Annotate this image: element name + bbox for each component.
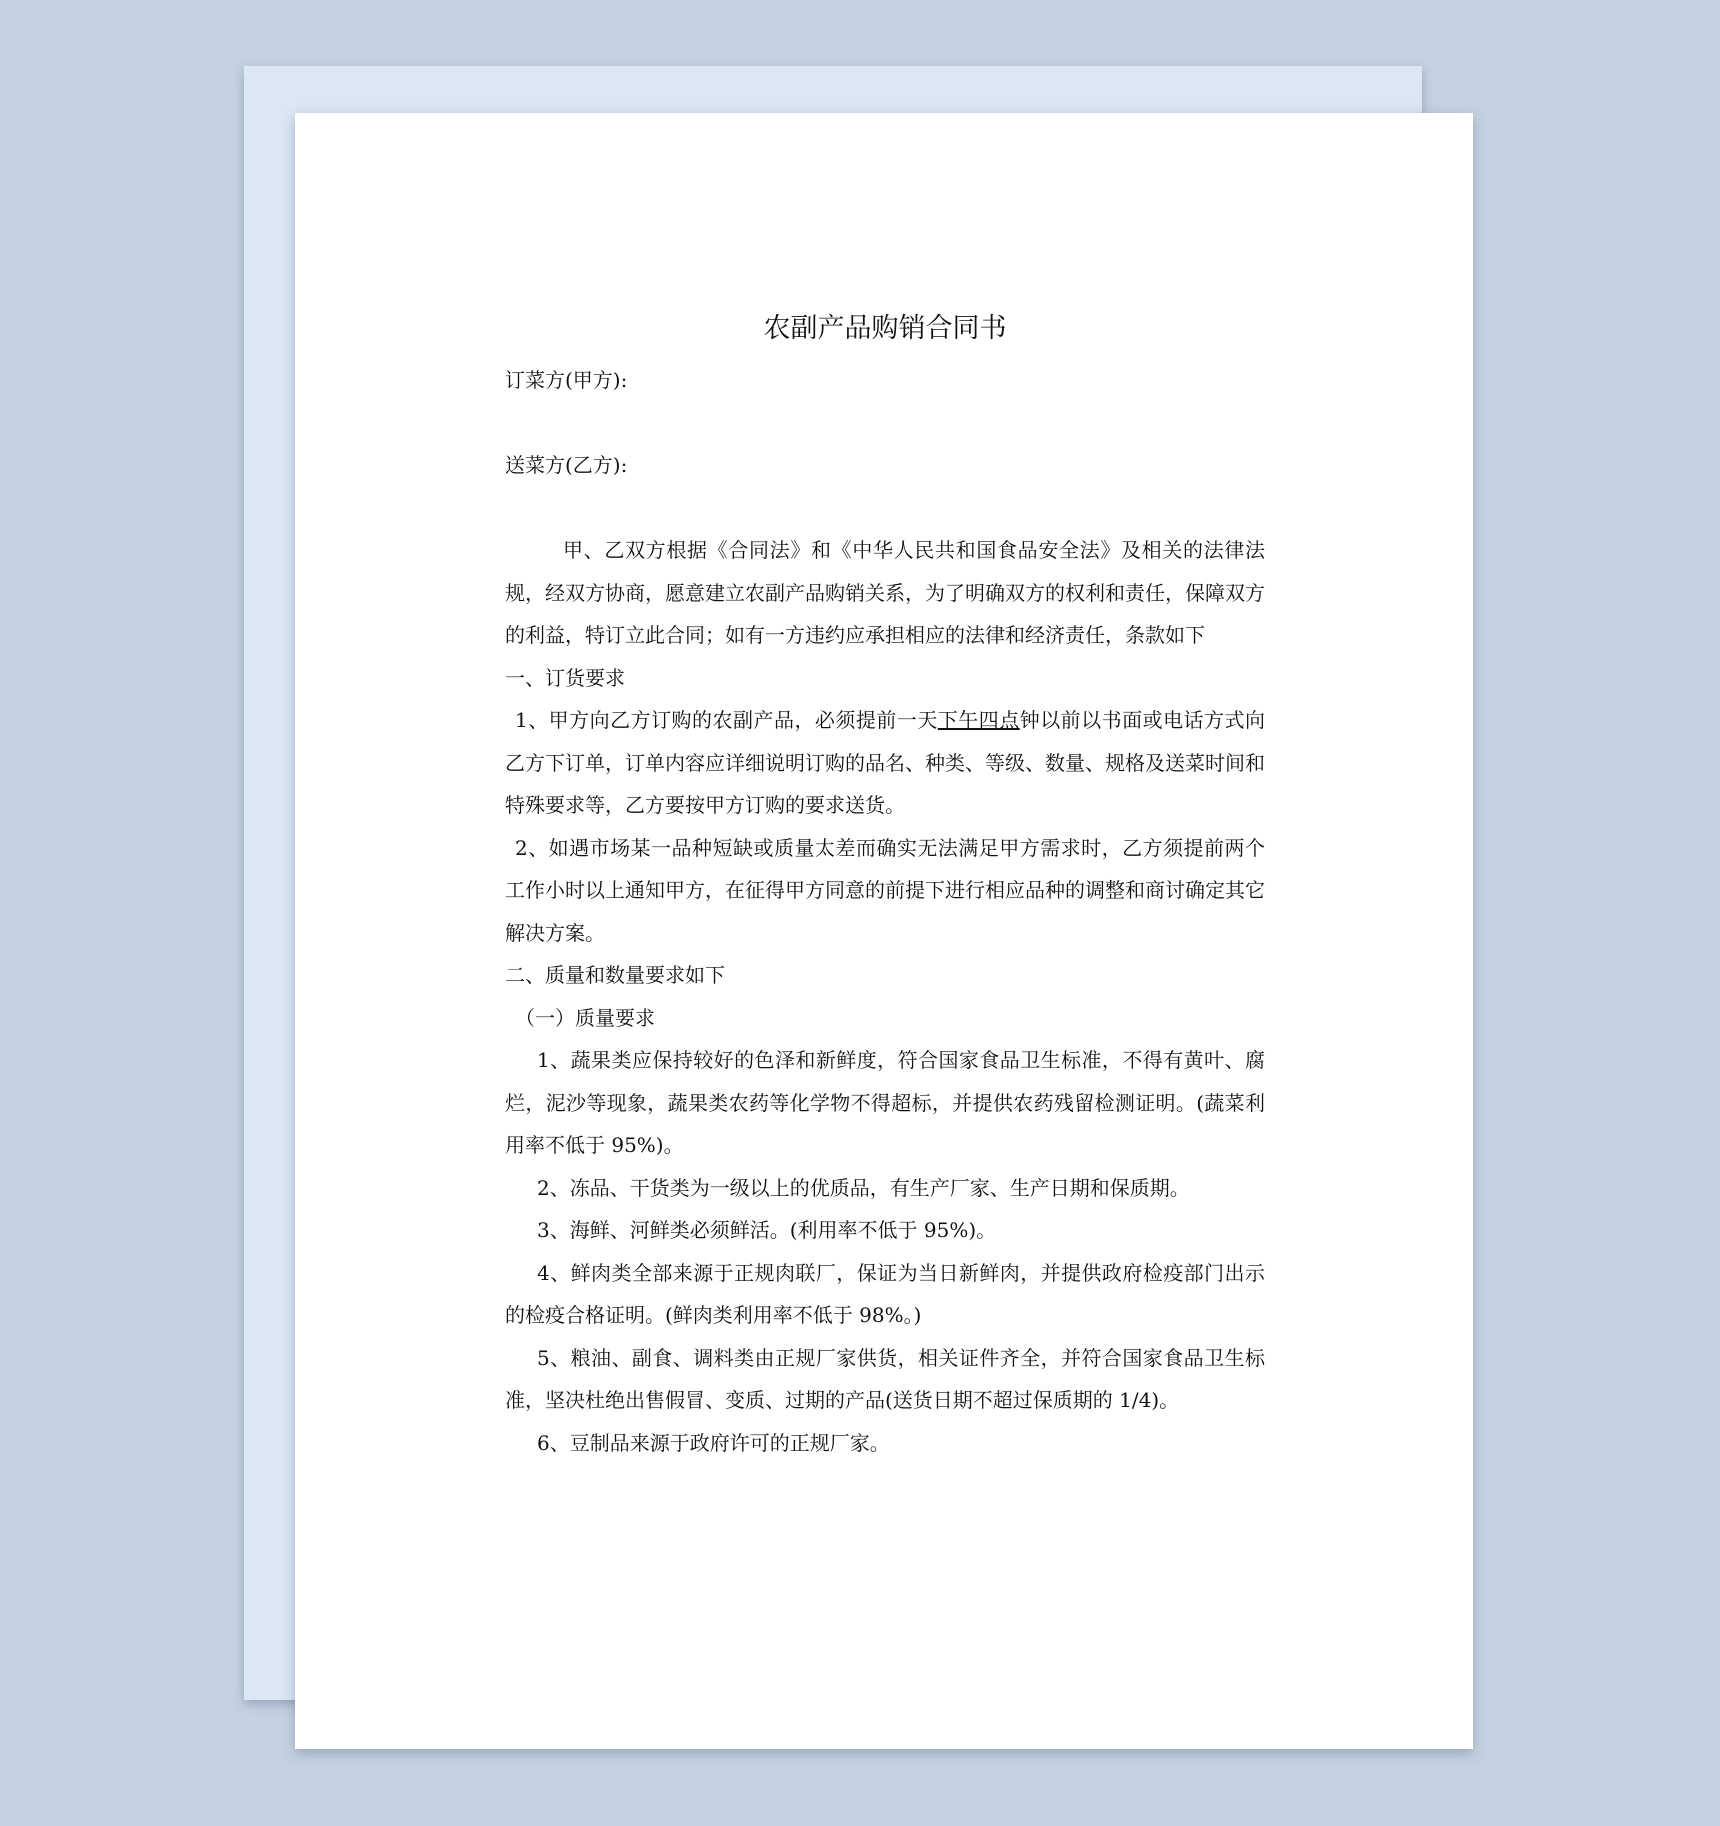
subsection-1-heading: （一）质量要求 (515, 1005, 655, 1030)
quality-item-1: 1、蔬果类应保持较好的色泽和新鲜度，符合国家食品卫生标准，不得有黄叶、腐烂，泥沙等现象，蔬果类农药等化学物不得超标，并提供农药残留检测证明。(蔬菜利用率不低于 95%)。 (505, 1048, 1265, 1157)
item-1-text-pre: 1、甲方向乙方订购的农副产品，必须提前一天 (515, 708, 938, 732)
section-1-item-1 (505, 699, 1265, 827)
document-title: 农副产品购销合同书 (763, 313, 1007, 344)
section-1-heading: 一、订货要求 (505, 665, 625, 690)
item-1-underlined-time: 下午四点 (937, 708, 1020, 732)
blank-line (505, 487, 1265, 530)
item-1-text-post: 钟以前以书面或电话方式向乙方下订单，订单内容应详细说明订购的品名、种类、等级、数量、规格及送菜时间和特殊要求等，乙方要按甲方订购的要求送货。 (505, 708, 1265, 817)
quality-item-6: 6、豆制品来源于政府许可的正规厂家。 (537, 1430, 890, 1455)
quality-item-4: 4、鲜肉类全部来源于正规肉联厂，保证为当日新鲜肉，并提供政府检疫部门出示的检疫合格证明。(鲜肉类利用率不低于 98%。) (505, 1260, 1265, 1327)
intro-paragraph: 甲、乙双方根据《合同法》和《中华人民共和国食品安全法》及相关的法律法规，经双方协商，愿意建立农副产品购销关系，为了明确双方的权利和责任，保障双方的利益，特订立此合同；如有一方违约应承担相应的法律和经济责任，条款如下 (505, 538, 1265, 647)
front-page-sheet (295, 113, 1473, 1749)
quality-item-5: 5、粮油、副食、调料类由正规厂家供货，相关证件齐全，并符合国家食品卫生标准，坚决杜绝出售假冒、变质、过期的产品(送货日期不超过保质期的 1/4)。 (505, 1345, 1265, 1412)
party-b-label: 送菜方(乙方): (505, 453, 628, 477)
section-1-item-2: 2、如遇市场某一品种短缺或质量太差而确实无法满足甲方需求时，乙方须提前两个工作小时以上通知甲方，在征得甲方同意的前提下进行相应品种的调整和商讨确定其它解决方案。 (505, 835, 1265, 945)
blank-line (505, 402, 1265, 445)
quality-item-3: 3、海鲜、河鲜类必须鲜活。(利用率不低于 95%)。 (537, 1218, 997, 1242)
section-2-heading: 二、质量和数量要求如下 (505, 963, 725, 987)
quality-item-2: 2、冻品、干货类为一级以上的优质品，有生产厂家、生产日期和保质期。 (537, 1175, 1190, 1200)
document-body (505, 303, 1265, 1464)
party-a-label: 订菜方(甲方): (505, 368, 628, 392)
